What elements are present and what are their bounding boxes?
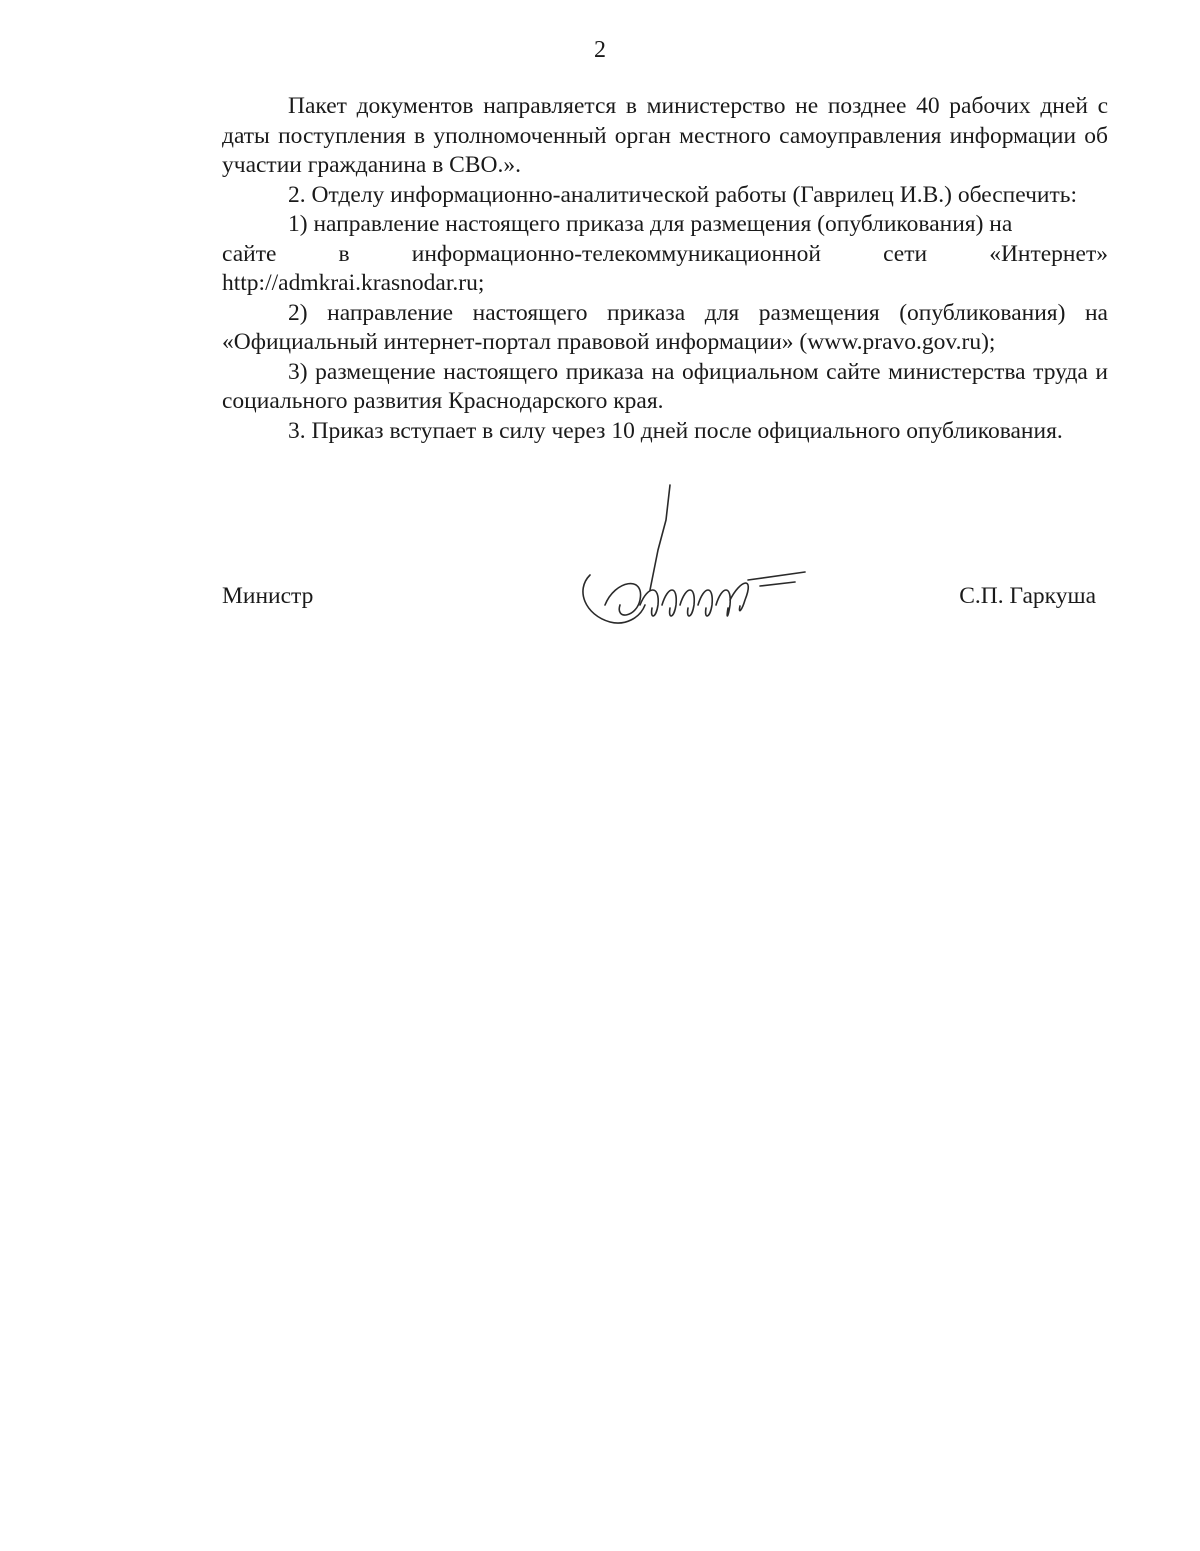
paragraph-effective-date: 3. Приказ вступает в силу через 10 дней после официального опубликования. xyxy=(288,417,1063,444)
signature-block xyxy=(222,580,1108,620)
word-internet: «Интернет» xyxy=(989,240,1108,267)
paragraph-ministry-site: 3) размещение настоящего приказа на официальном сайте министерства труда и социального развития Краснодарского края. xyxy=(222,358,1108,414)
signer-title: Министр xyxy=(222,583,314,609)
site-publication-second-line xyxy=(222,240,1108,270)
site-url: http://admkrai.krasnodar.ru; xyxy=(222,270,485,296)
document-body xyxy=(222,92,1108,446)
word-network: сети xyxy=(883,240,928,267)
site-publication-first-line: 1) направление настоящего приказа для размещения (опубликования) на xyxy=(288,211,1013,237)
page-number: 2 xyxy=(594,37,606,63)
paragraph-document-package: Пакет документов направляется в министерство не позднее 40 рабочих дней с даты поступления в уполномоченный орган местного самоуправления информации об участии гражданина в СВО.». xyxy=(222,93,1108,178)
word-in: в xyxy=(338,240,350,267)
word-network-type: информационно-телекоммуникационной xyxy=(411,240,821,267)
word-site: сайте xyxy=(222,240,277,267)
paragraph-site-publication xyxy=(222,210,1108,240)
paragraph-legal-portal: 2) направление настоящего приказа для размещения (опубликования) на «Официальный интернет-портал правовой информации» (www.pravo.gov.ru); xyxy=(222,299,1108,355)
paragraph-department-order: 2. Отделу информационно-аналитической работы (Гаврилец И.В.) обеспечить: xyxy=(288,181,1078,208)
signer-name: С.П. Гаркуша xyxy=(959,583,1096,609)
